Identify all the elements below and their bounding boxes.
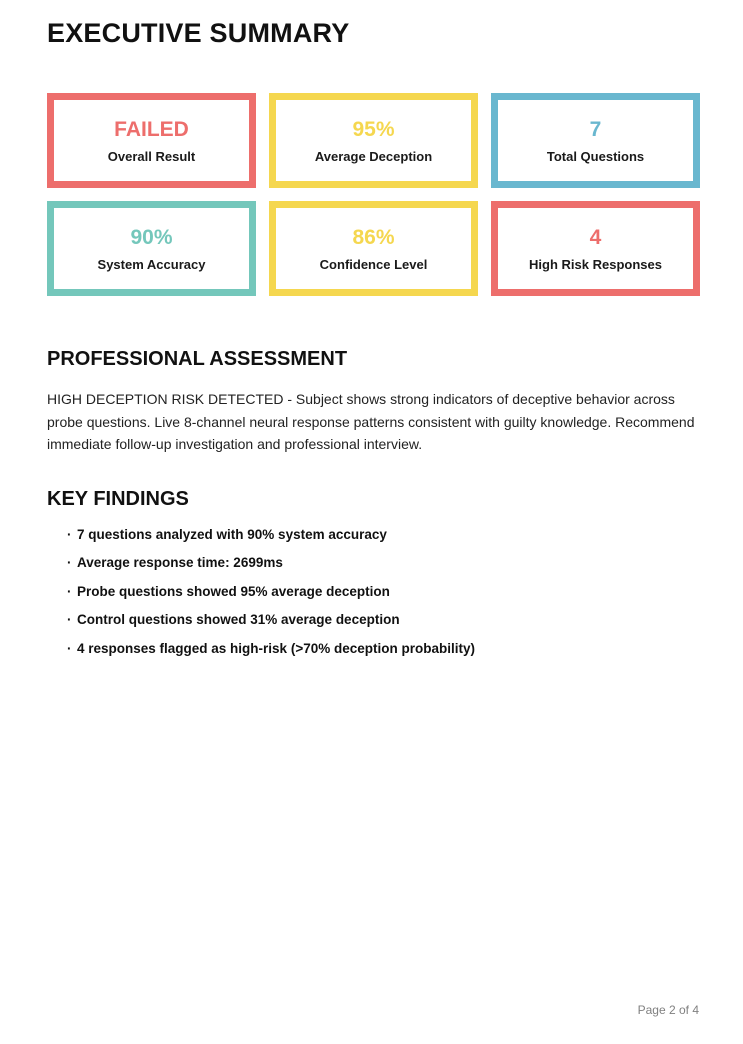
stat-value: 4: [589, 225, 602, 249]
key-findings-heading: KEY FINDINGS: [47, 487, 189, 510]
stat-label: Average Deception: [314, 148, 433, 164]
page-number: Page 2 of 4: [637, 1003, 699, 1017]
bullet-icon: ·: [67, 526, 72, 542]
stat-value: FAILED: [114, 117, 189, 141]
list-item: [47, 549, 700, 578]
stat-card-high-risk-responses: [491, 201, 700, 296]
finding-text: Probe questions showed 95% average deception: [77, 583, 390, 599]
stat-card-confidence-level: [269, 201, 478, 296]
stat-value: 86%: [352, 225, 395, 249]
stat-label: Overall Result: [107, 148, 196, 164]
stat-card-average-deception: [269, 93, 478, 188]
bullet-icon: ·: [67, 583, 72, 599]
stat-label: Total Questions: [546, 148, 645, 164]
bullet-icon: ·: [67, 555, 72, 570]
finding-text: Control questions showed 31% average deception: [77, 612, 400, 627]
bullet-icon: ·: [67, 612, 72, 627]
finding-text: Average response time: 2699ms: [77, 555, 283, 570]
stat-label: Confidence Level: [319, 256, 428, 272]
list-item: [47, 521, 700, 550]
list-item: [47, 606, 700, 635]
stat-card-system-accuracy: [47, 201, 256, 296]
stat-value: 95%: [352, 117, 395, 141]
finding-text: 7 questions analyzed with 90% system accuracy: [77, 526, 387, 542]
list-item: [47, 578, 700, 607]
stat-card-total-questions: [491, 93, 700, 188]
professional-assessment-heading: PROFESSIONAL ASSESSMENT: [47, 348, 348, 370]
page-title: EXECUTIVE SUMMARY: [47, 18, 350, 48]
stat-card-overall-result: [47, 93, 256, 188]
professional-assessment-body: HIGH DECEPTION RISK DETECTED - Subject shows strong indicators of deceptive behavior across probe questions. Live 8-channel neural response patterns consistent with guilty knowledge. Recommend immediate follow-up investigation and professional interview.: [47, 391, 695, 452]
list-item: [47, 635, 700, 664]
stat-value: 7: [589, 117, 602, 141]
bullet-icon: ·: [67, 640, 72, 656]
stat-label: High Risk Responses: [529, 256, 662, 272]
stat-value: 90%: [130, 225, 173, 249]
summary-stat-cards: [47, 93, 700, 296]
key-findings-list: [47, 521, 700, 664]
finding-text: 4 responses flagged as high-risk (>70% deception probability): [77, 640, 475, 656]
stat-label: System Accuracy: [97, 256, 206, 272]
page-content: [0, 18, 743, 663]
